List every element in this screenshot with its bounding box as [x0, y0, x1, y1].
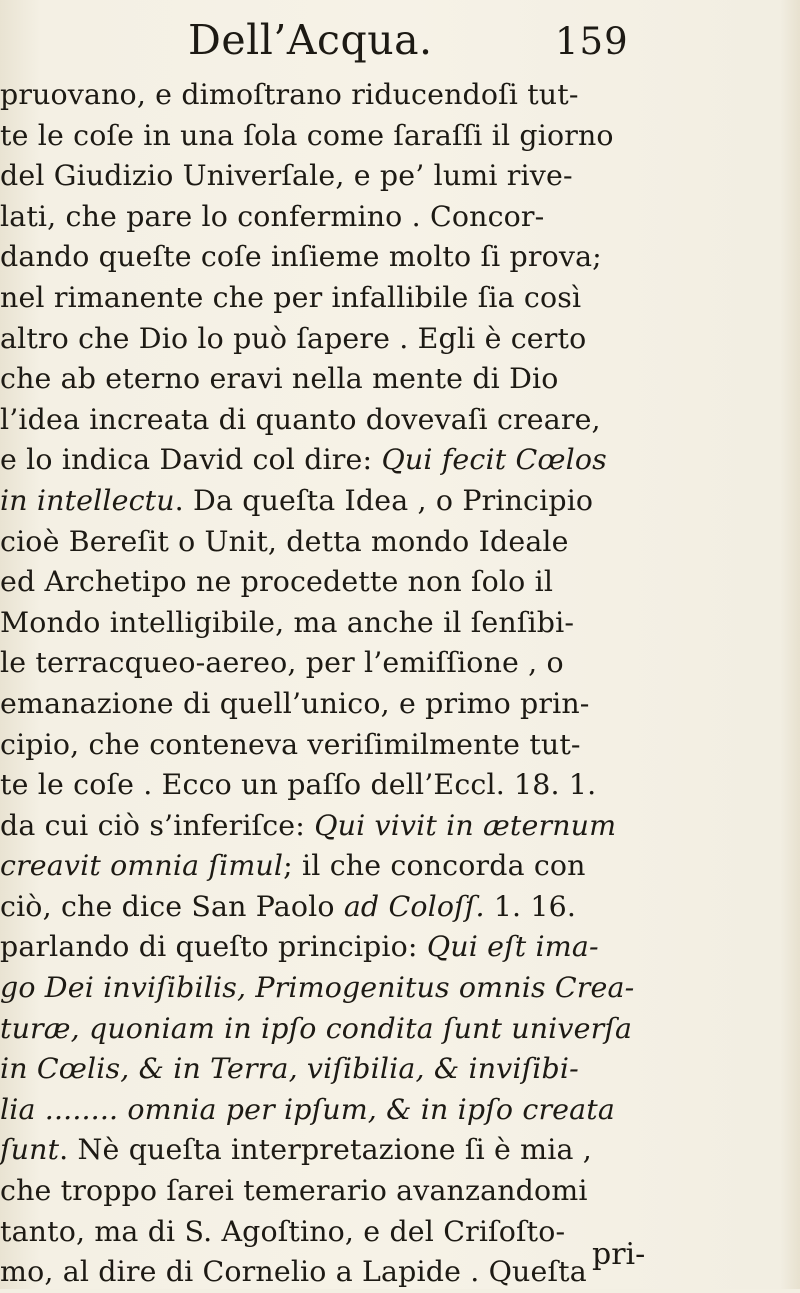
page-number: 159 [555, 20, 629, 63]
text-line [0, 237, 790, 278]
text-line [0, 440, 790, 481]
text-segment: . Da queſta Idea , o Principio [174, 483, 594, 517]
text-segment: 1. 16. [484, 889, 577, 923]
text-line [0, 765, 790, 806]
text-line [0, 1252, 790, 1293]
text-segment: l’idea increata di quanto dovevaſi creare, [0, 402, 601, 436]
text-line [0, 481, 790, 522]
text-line [0, 319, 790, 360]
text-line [0, 603, 790, 644]
italic-text: ſunt [0, 1133, 60, 1167]
text-line [0, 359, 790, 400]
text-line [0, 1049, 790, 1090]
text-segment: nel rimanente che per infallibile ſia così [0, 280, 582, 314]
text-segment: te le coſe . Ecco un paſſo dell’Eccl. 18. 1. [0, 768, 597, 802]
text-segment: emanazione di quell’unico, e primo prin- [0, 686, 590, 720]
text-line [0, 1090, 790, 1131]
italic-text: Qui vivit in æternum [314, 808, 617, 842]
italic-text: creavit omnia ſimul [0, 849, 284, 883]
text-line [0, 1171, 790, 1212]
text-segment: le terracqueo-aereo, per l’emiſſione , o [0, 646, 564, 680]
text-segment: cioè Bereſit o Unit, detta mondo Ideale [0, 524, 569, 558]
text-segment: te le coſe in una ſola come ſaraſſi il giorno [0, 118, 614, 152]
text-segment: pruovano, e dimoſtrano riducendoſi tut- [0, 78, 579, 111]
text-segment: da cui ciò s’inferiſce: [0, 808, 315, 842]
text-line [0, 927, 790, 968]
text-line [0, 1130, 790, 1171]
italic-text: turæ, quoniam in ipſo condita ſunt univerſa [0, 1011, 633, 1045]
body-text [0, 75, 790, 1293]
text-segment: del Giudizio Univerſale, e pe’ lumi rive- [0, 159, 573, 193]
text-line [0, 968, 790, 1009]
text-line [0, 522, 790, 563]
text-line [0, 846, 790, 887]
text-segment: Mondo intelligibile, ma anche il ſenſibi- [0, 605, 575, 639]
text-segment: ; il che concorda con [283, 849, 586, 883]
text-segment: ed Archetipo ne procedette non ſolo il [0, 565, 554, 599]
catchword: pri- [592, 1237, 646, 1272]
text-line [0, 400, 790, 441]
text-line [0, 887, 790, 928]
text-line [0, 643, 790, 684]
text-segment: e lo indica David col dire: [0, 443, 382, 477]
text-line [0, 562, 790, 603]
italic-text: go Dei inviſibilis, Primogenitus omnis Crea- [0, 971, 635, 1005]
paper-speck [770, 340, 788, 358]
text-segment: cipio, che conteneva veriſimilmente tut- [0, 727, 581, 761]
text-segment: parlando di queſto principio: [0, 930, 427, 964]
text-segment: ciò, che dice San Paolo [0, 889, 344, 923]
text-line [0, 1212, 790, 1253]
text-line [0, 116, 790, 157]
page-header [0, 12, 800, 72]
text-line [0, 75, 790, 116]
text-line [0, 197, 790, 238]
text-line [0, 684, 790, 725]
italic-text: Qui fecit Cœlos [381, 443, 607, 477]
text-line [0, 278, 790, 319]
text-segment: mo, al dire di Cornelio a Lapide . Queſta [0, 1255, 587, 1289]
text-segment: . Nè queſta interpretazione ſi è mia , [59, 1133, 592, 1167]
text-line [0, 725, 790, 766]
text-segment: altro che Dio lo può ſapere . Egli è certo [0, 321, 587, 355]
italic-text: ad Coloſſ. [343, 889, 485, 923]
text-segment: lati, che pare lo confermino . Concor- [0, 199, 545, 233]
italic-text: in Cœlis, & in Terra, viſibilia, & inviſibi- [0, 1052, 579, 1086]
running-title: Dell’Acqua. [188, 16, 433, 64]
italic-text: lia ........ omnia per ipſum, & in ipſo creata [0, 1092, 615, 1126]
text-segment: che ab eterno eravi nella mente di Dio [0, 362, 559, 396]
text-segment: che troppo ſarei temerario avanzandomi [0, 1174, 588, 1208]
italic-text: in intellectu [0, 483, 175, 517]
text-line [0, 156, 790, 197]
text-segment: dando queſte coſe inſieme molto ſi prova; [0, 240, 602, 274]
italic-text: Qui eſt ima- [426, 930, 599, 964]
text-line [0, 806, 790, 847]
text-line [0, 1009, 790, 1050]
text-segment: tanto, ma di S. Agoſtino, e del Criſoſto- [0, 1214, 566, 1248]
